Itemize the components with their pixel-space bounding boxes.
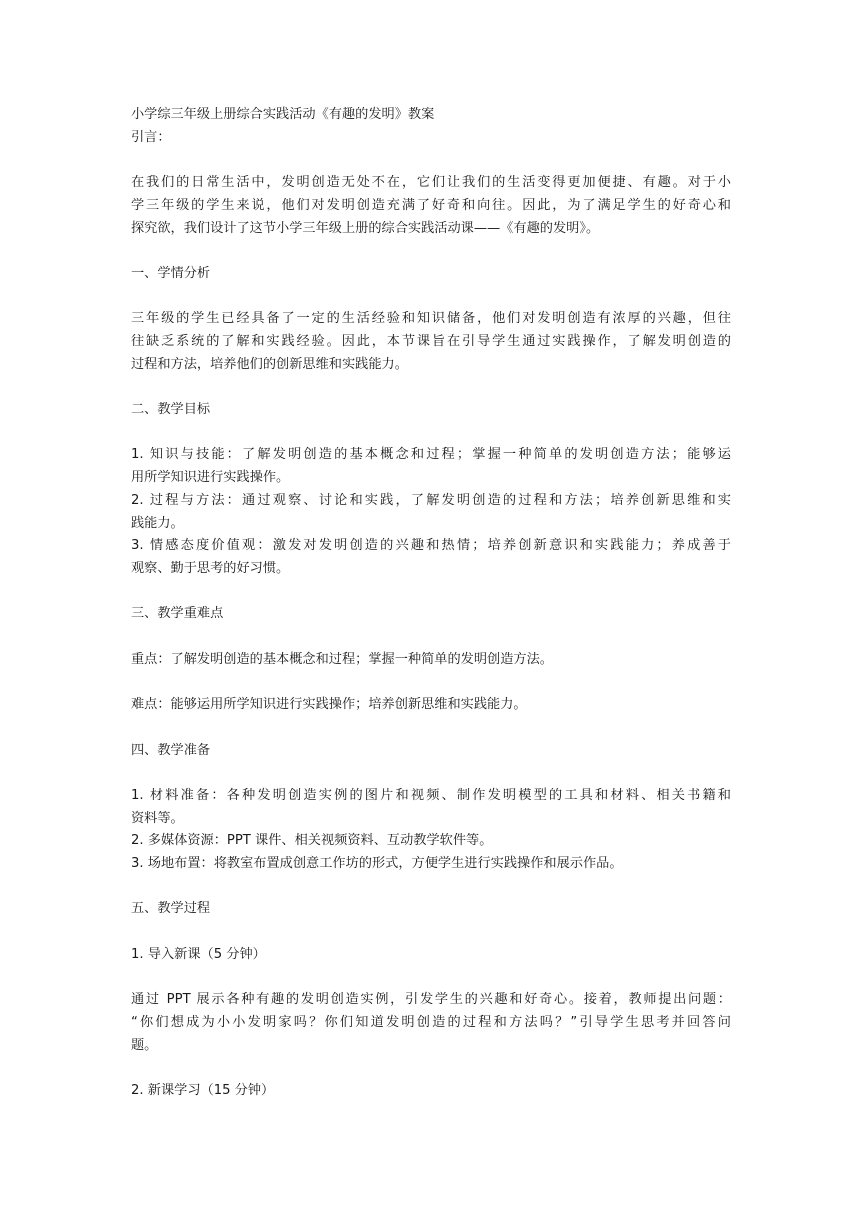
section-2-list [131,444,731,580]
difficult-point: 难点：能够运用所学知识进行实践操作；培养创新思维和实践能力。 [131,697,527,713]
list-line: 2. 多媒体资源：PPT 课件、相关视频资料、互动教学软件等。 [131,833,493,849]
section-heading: 二、教学目标 [131,402,211,418]
list-line: 观察、勤于思考的好习惯。 [131,560,290,576]
list-line: 资料等。 [131,810,184,826]
list-line: 用所学知识进行实践操作。 [131,470,290,486]
paragraph-line: 学三年级的学生来说，他们对发明创造充满了好奇和向往。因此，为了满足学生的好奇心和 [131,197,731,213]
list-line: 3. 场地布置：将教室布置成创意工作坊的形式，方便学生进行实践操作和展示作品。 [131,856,623,872]
paragraph-line: 题。 [131,1037,158,1053]
key-point: 重点：了解发明创造的基本概念和过程；掌握一种简单的发明创造方法。 [131,651,553,667]
paragraph-line: 三年级的学生已经具备了一定的生活经验和知识储备，他们对发明创造有浓厚的兴趣，但往 [131,311,731,327]
step-heading: 2. 新课学习（15 分钟） [131,1083,275,1099]
list-line: 1. 材料准备：各种发明创造实例的图片和视频、制作发明模型的工具和材料、相关书籍和 [131,787,731,803]
section-heading: 一、学情分析 [131,265,211,281]
section-heading: 四、教学准备 [131,742,211,758]
list-line: 践能力。 [131,515,184,531]
section-4-list [131,785,731,876]
document-title: 小学综三年级上册综合实践活动《有趣的发明》教案 [131,107,435,122]
list-line: 3. 情感态度价值观：激发对发明创造的兴趣和热情；培养创新意识和实践能力；养成善于 [131,538,731,554]
step-1-paragraph [131,989,731,1057]
intro-paragraph [131,172,731,240]
section-heading: 三、教学重难点 [131,606,224,622]
list-line: 1. 知识与技能：了解发明创造的基本概念和过程；掌握一种简单的发明创造方法；能够运 [131,447,731,463]
step-heading: 1. 导入新课（5 分钟） [131,946,266,962]
paragraph-line: 过程和方法，培养他们的创新思维和实践能力。 [131,356,408,372]
paragraph-line: 在我们的日常生活中，发明创造无处不在，它们让我们的生活变得更加便捷、有趣。对于小 [131,175,731,191]
section-heading: 五、教学过程 [131,901,211,917]
intro-label: 引言： [131,129,171,145]
paragraph-line: 探究欲，我们设计了这节小学三年级上册的综合实践活动课——《有趣的发明》。 [131,220,600,236]
section-1-paragraph [131,308,731,376]
paragraph-line: “你们想成为小小发明家吗？你们知道发明创造的过程和方法吗？”引导学生思考并回答问 [131,1014,731,1030]
paragraph-line: 通过 PPT 展示各种有趣的发明创造实例，引发学生的兴趣和好奇心。接着，教师提出问题： [131,992,731,1008]
paragraph-line: 往缺乏系统的了解和实践经验。因此，本节课旨在引导学生通过实践操作，了解发明创造的 [131,333,731,349]
list-line: 2. 过程与方法：通过观察、讨论和实践，了解发明创造的过程和方法；培养创新思维和实 [131,492,731,508]
document-page [131,104,731,1103]
